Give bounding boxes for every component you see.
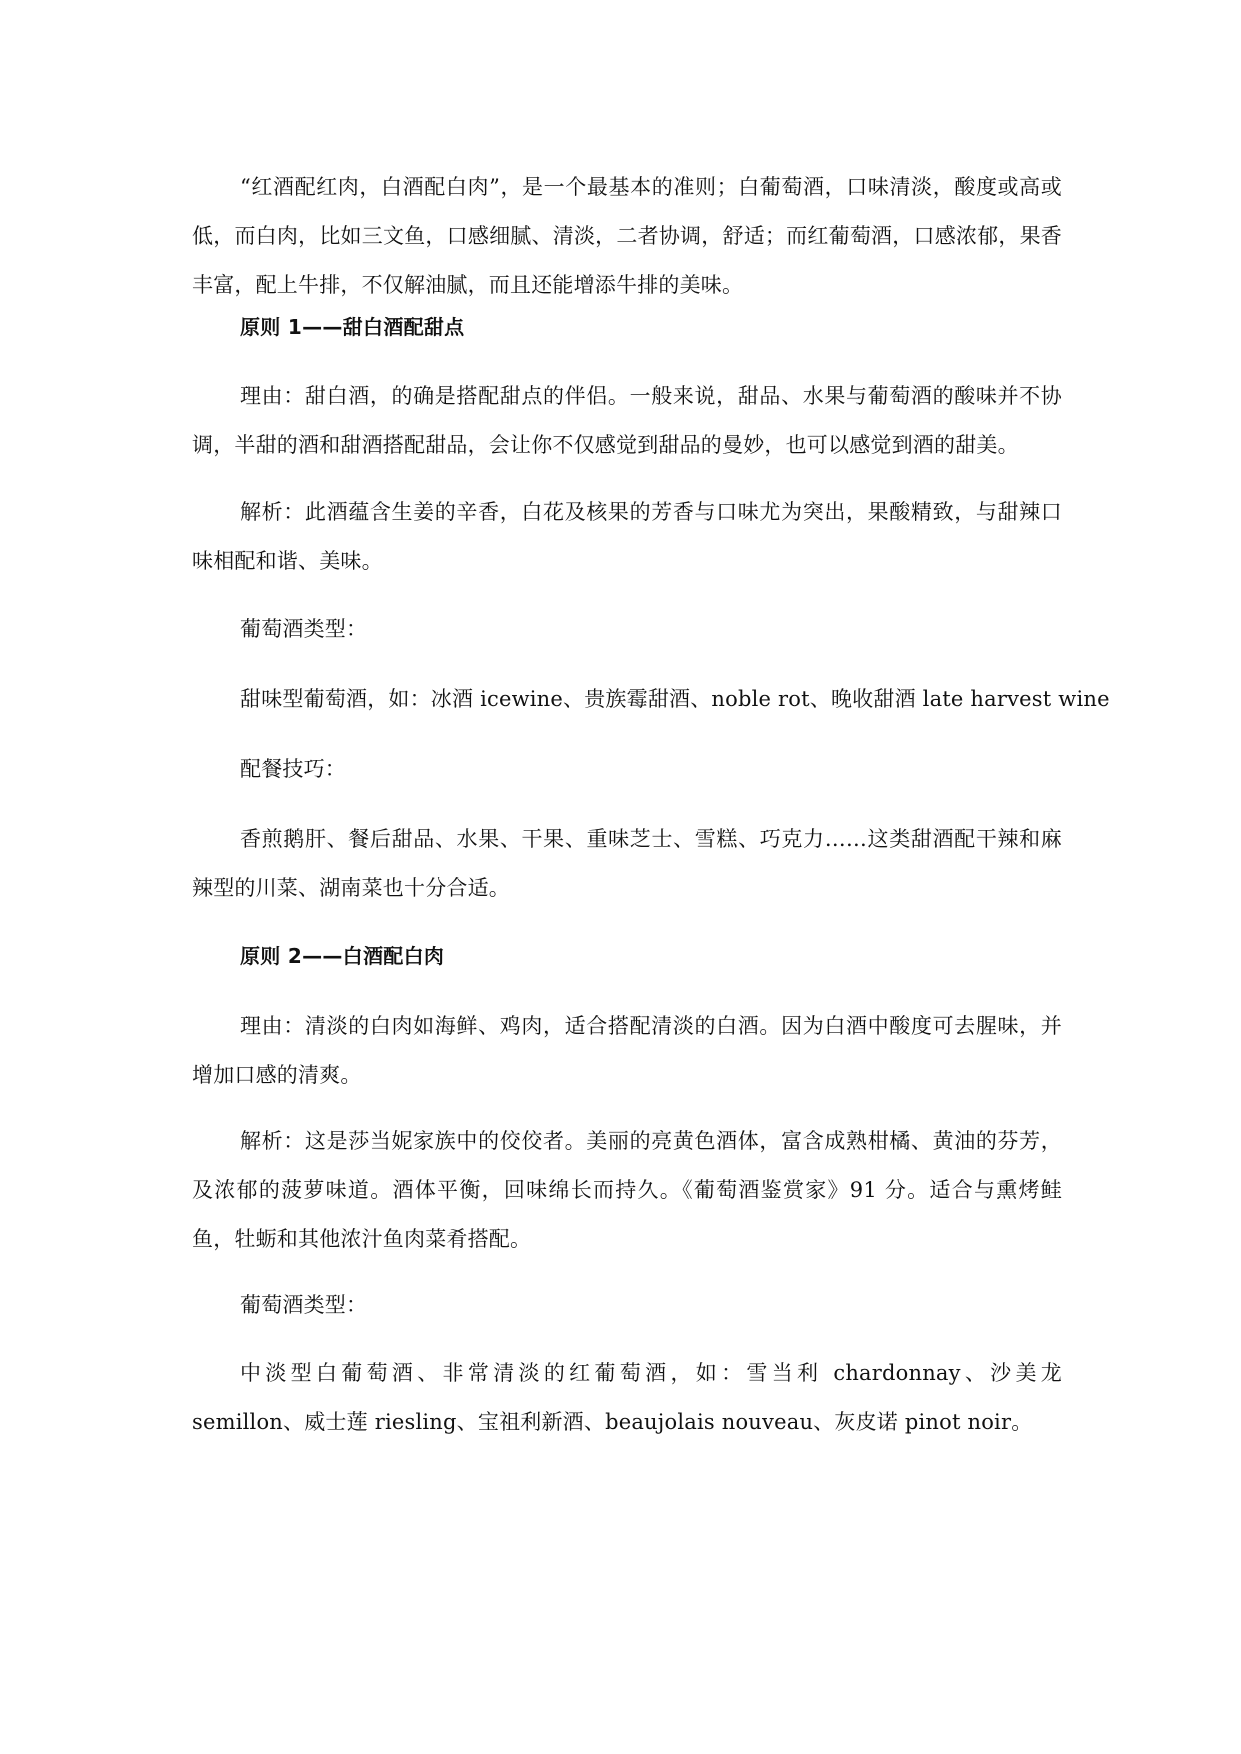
principle-1-reason: 理由：甜白酒，的确是搭配甜点的伴侣。一般来说，甜品、水果与葡萄酒的酸味并不协调，半甜的酒和甜酒搭配甜品，会让你不仅感觉到甜品的曼妙，也可以感觉到酒的甜美。 (192, 384, 1062, 457)
principle-2-analysis: 解析：这是莎当妮家族中的佼佼者。美丽的亮黄色酒体，富含成熟柑橘、黄油的芬芳，及浓郁的菠萝味道。酒体平衡，回味绵长而持久。《葡萄酒鉴赏家》91 分。适合与熏烤鲑鱼，牡蛎和其他浓汁鱼肉菜肴搭配。 (192, 1129, 1062, 1251)
principle-2-wine-type-label: 葡萄酒类型： (240, 1293, 368, 1317)
principle-1-pairing-label: 配餐技巧： (240, 757, 346, 781)
principle-2-reason: 理由：清淡的白肉如海鲜、鸡肉，适合搭配清淡的白酒。因为白酒中酸度可去腥味，并增加口感的清爽。 (192, 1014, 1062, 1087)
principle-2-wine-type: 中淡型白葡萄酒、非常清淡的红葡萄酒，如：雪当利 chardonnay、沙美龙 semillon、威士莲 riesling、宝祖利新酒、beaujolais nouveau、灰皮诺 pinot noir。 (192, 1361, 1062, 1434)
intro-paragraph: “红酒配红肉，白酒配白肉”，是一个最基本的准则；白葡萄酒，口味清淡，酸度或高或低，而白肉，比如三文鱼，口感细腻、清淡，二者协调，舒适；而红葡萄酒，口感浓郁，果香丰富，配上牛排，不仅解油腻，而且还能增添牛排的美味。 (192, 175, 1062, 297)
principle-2-heading: 原则 2——白酒配白肉 (240, 944, 445, 968)
principle-1-pairing: 香煎鹅肝、餐后甜品、水果、干果、重味芝士、雪糕、巧克力……这类甜酒配干辣和麻辣型的川菜、湖南菜也十分合适。 (192, 827, 1062, 900)
principle-1-heading: 原则 1——甜白酒配甜点 (240, 315, 465, 339)
principle-1-wine-type: 甜味型葡萄酒，如：冰酒 icewine、贵族霉甜酒、noble rot、晚收甜酒 late harvest wine (240, 687, 1110, 711)
principle-1-wine-type-label: 葡萄酒类型： (240, 617, 368, 641)
principle-1-analysis: 解析：此酒蕴含生姜的辛香，白花及核果的芳香与口味尤为突出，果酸精致，与甜辣口味相配和谐、美味。 (192, 500, 1062, 573)
